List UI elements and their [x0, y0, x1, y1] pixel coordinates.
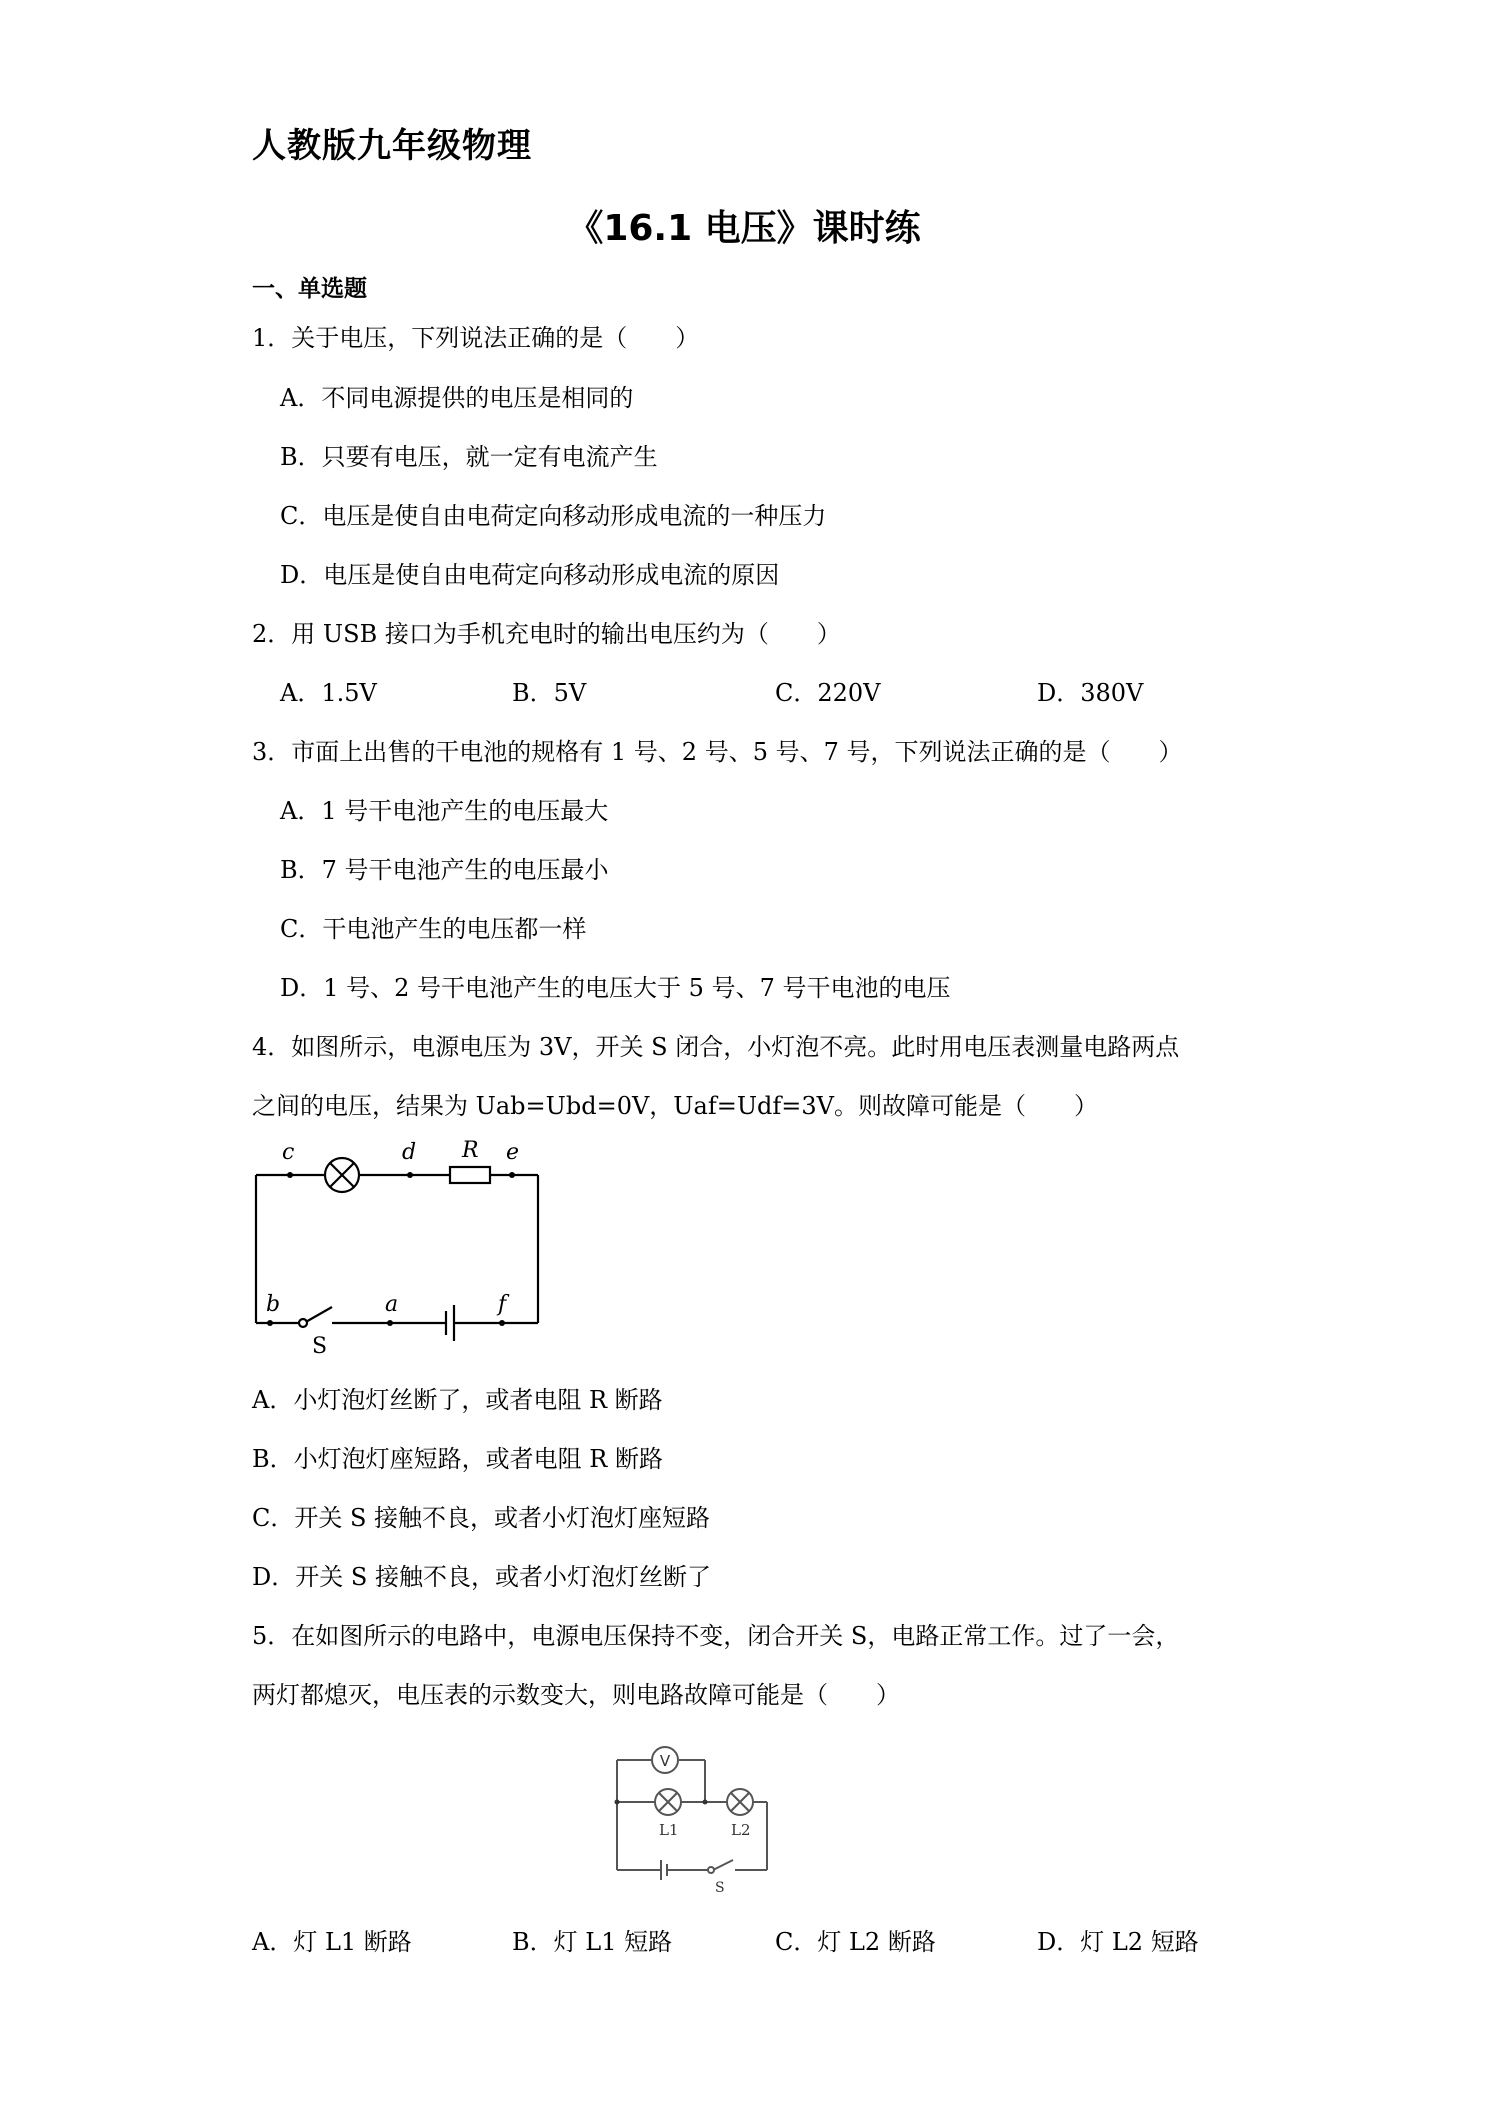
lamp-l1-label: L1: [659, 1821, 679, 1839]
label-r: R: [462, 1138, 479, 1163]
question-1-option-a: A．不同电源提供的电压是相同的: [280, 384, 634, 412]
question-4-stem-line-1: 4．如图所示，电源电压为 3V，开关 S 闭合，小灯泡不亮。此时用电压表测量电路两点: [252, 1033, 1180, 1061]
label-a: a: [385, 1292, 399, 1317]
label-b: b: [266, 1292, 281, 1317]
question-3-option-a: A．1 号干电池产生的电压最大: [280, 797, 609, 825]
question-1-stem: 1．关于电压，下列说法正确的是（ ）: [252, 324, 700, 352]
question-4-option-a: A．小灯泡灯丝断了，或者电阻 R 断路: [252, 1386, 663, 1414]
question-5-option-a: A．灯 L1 断路: [252, 1928, 412, 1956]
page-title: 《16.1 电压》课时练: [567, 208, 921, 249]
voltmeter-label: V: [659, 1752, 671, 1770]
question-3-option-c: C．干电池产生的电压都一样: [280, 915, 587, 943]
question-2-option-c: C．220V: [775, 679, 881, 707]
question-2-stem: 2．用 USB 接口为手机充电时的输出电压约为（ ）: [252, 620, 841, 648]
question-2-option-b: B．5V: [512, 679, 587, 707]
label-d: d: [402, 1140, 417, 1165]
question-3-option-d: D．1 号、2 号干电池产生的电压大于 5 号、7 号干电池的电压: [280, 974, 951, 1002]
switch-label: S: [715, 1880, 725, 1896]
document-header: 人教版九年级物理: [252, 126, 532, 166]
section-heading: 一、单选题: [252, 276, 367, 302]
question-4-option-b: B．小灯泡灯座短路，或者电阻 R 断路: [252, 1445, 663, 1473]
question-1-option-d: D．电压是使自由电荷定向移动形成电流的原因: [280, 561, 780, 589]
question-1-option-c: C．电压是使自由电荷定向移动形成电流的一种压力: [280, 502, 827, 530]
question-1-option-b: B．只要有电压，就一定有电流产生: [280, 443, 658, 471]
question-3-stem: 3．市面上出售的干电池的规格有 1 号、2 号、5 号、7 号，下列说法正确的是（ ）: [252, 738, 1183, 766]
lamp-l2-label: L2: [731, 1821, 751, 1839]
question-5-stem-line-1: 5．在如图所示的电路中，电源电压保持不变，闭合开关 S，电路正常工作。过了一会，: [252, 1622, 1180, 1650]
question-4-option-c: C．开关 S 接触不良，或者小灯泡灯座短路: [252, 1504, 711, 1532]
label-s: S: [312, 1334, 328, 1359]
question-5-stem-line-2: 两灯都熄灭，电压表的示数变大，则电路故障可能是（ ）: [252, 1681, 900, 1709]
circuit-diagram-1: [240, 1135, 560, 1360]
question-5-option-c: C．灯 L2 断路: [775, 1928, 936, 1956]
question-4-stem-line-2: 之间的电压，结果为 Uab=Ubd=0V，Uaf=Udf=3V。则故障可能是（ ）: [252, 1092, 1099, 1120]
circuit-diagram-2: [605, 1740, 785, 1900]
question-2-option-a: A．1.5V: [280, 679, 377, 707]
question-3-option-b: B．7 号干电池产生的电压最小: [280, 856, 609, 884]
label-f: f: [498, 1292, 507, 1317]
label-c: c: [282, 1140, 295, 1165]
question-2-option-d: D．380V: [1037, 679, 1144, 707]
label-e: e: [506, 1140, 520, 1165]
question-4-option-d: D．开关 S 接触不良，或者小灯泡灯丝断了: [252, 1563, 711, 1591]
question-5-option-b: B．灯 L1 短路: [512, 1928, 673, 1956]
question-5-option-d: D．灯 L2 短路: [1037, 1928, 1199, 1956]
